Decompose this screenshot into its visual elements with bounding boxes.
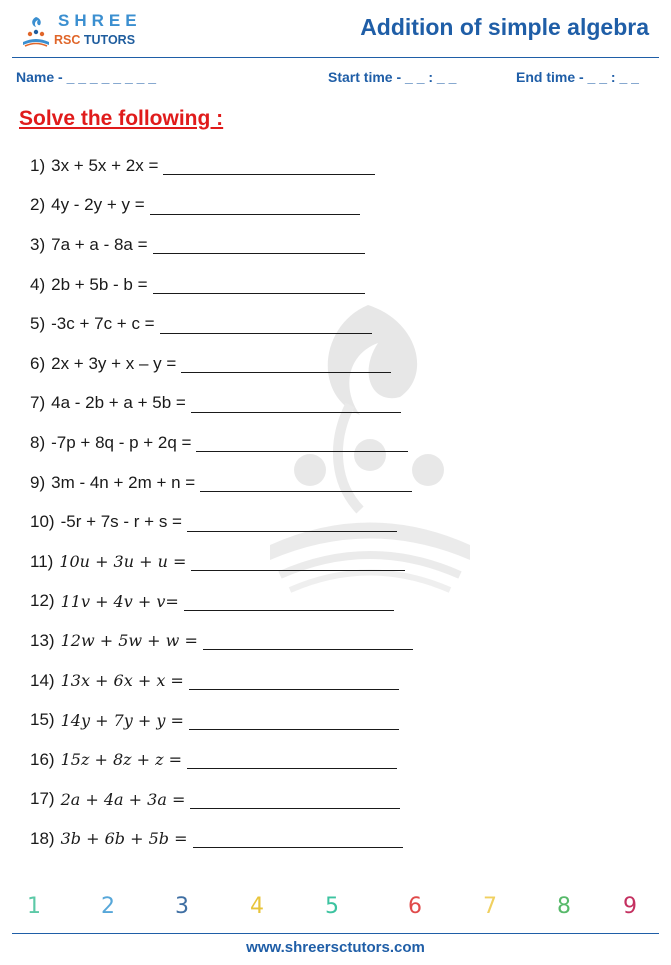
decorative-digit: 3 xyxy=(175,894,189,919)
start-time-label: Start time - _ _ : _ _ xyxy=(328,69,457,85)
footer-divider xyxy=(12,933,659,934)
problem-item xyxy=(30,265,630,305)
answer-blank[interactable] xyxy=(189,671,399,690)
problem-expression: 2x + 3y + x – y = xyxy=(51,353,177,373)
problem-number: 17) xyxy=(30,789,55,809)
brand-logo xyxy=(14,10,154,54)
problem-number: 3) xyxy=(30,234,46,254)
problem-expression: -3c + 7c + c = xyxy=(51,314,155,334)
problem-number: 8) xyxy=(30,432,46,452)
answer-blank[interactable] xyxy=(200,473,412,492)
problem-expression: 11v + 4v + v= xyxy=(60,591,179,611)
logo-brand-name: SHREE xyxy=(58,11,142,30)
problem-item xyxy=(30,582,630,622)
problem-item xyxy=(30,502,630,542)
decorative-digit: 8 xyxy=(557,894,571,919)
decorative-digit: 2 xyxy=(101,894,115,919)
decorative-digit: 6 xyxy=(408,894,422,919)
problem-number: 18) xyxy=(30,828,55,848)
logo-sub-tutors: TUTORS xyxy=(83,33,136,47)
problem-item xyxy=(30,700,630,740)
problem-item xyxy=(30,661,630,701)
problem-number: 2) xyxy=(30,195,46,215)
end-time-label: End time - _ _ : _ _ xyxy=(516,69,639,85)
answer-blank[interactable] xyxy=(187,513,397,532)
answer-blank[interactable] xyxy=(189,711,399,730)
problem-item xyxy=(30,344,630,384)
problem-item xyxy=(30,780,630,820)
decorative-digit: 9 xyxy=(623,894,637,919)
answer-blank[interactable] xyxy=(187,750,397,769)
problem-number: 5) xyxy=(30,314,46,334)
problem-list xyxy=(30,146,630,859)
logo-subtitle xyxy=(54,33,135,47)
answer-blank[interactable] xyxy=(150,196,360,215)
answer-blank[interactable] xyxy=(153,235,365,254)
problem-expression: 3x + 5x + 2x = xyxy=(51,155,159,175)
problem-item xyxy=(30,186,630,226)
problem-item xyxy=(30,542,630,582)
decorative-digit: 4 xyxy=(250,894,264,919)
problem-expression: -7p + 8q - p + 2q = xyxy=(51,432,192,452)
decorative-digit: 7 xyxy=(483,894,497,919)
problem-expression: 3m - 4n + 2m + n = xyxy=(51,472,196,492)
problem-expression: -5r + 7s - r + s = xyxy=(60,512,182,532)
instructions-heading: Solve the following : xyxy=(19,107,224,130)
problem-item xyxy=(30,621,630,661)
problem-expression: 2b + 5b - b = xyxy=(51,274,148,294)
problem-expression: 3b + 6b + 5b = xyxy=(60,829,188,849)
problem-number: 7) xyxy=(30,393,46,413)
problem-expression: 12w + 5w + w = xyxy=(60,631,198,651)
answer-blank[interactable] xyxy=(190,790,400,809)
answer-blank[interactable] xyxy=(191,394,401,413)
answer-blank[interactable] xyxy=(163,156,375,175)
answer-blank[interactable] xyxy=(184,592,394,611)
answer-blank[interactable] xyxy=(196,433,408,452)
problem-number: 16) xyxy=(30,749,55,769)
problem-number: 6) xyxy=(30,353,46,373)
problem-item xyxy=(30,384,630,424)
problem-item xyxy=(30,225,630,265)
problem-number: 9) xyxy=(30,472,46,492)
worksheet-title: Addition of simple algebra xyxy=(360,14,649,40)
problem-number: 1) xyxy=(30,155,46,175)
logo-book-icon xyxy=(20,14,52,50)
problem-expression: 4a - 2b + a + 5b = xyxy=(51,393,186,413)
answer-blank[interactable] xyxy=(153,275,365,294)
answer-blank[interactable] xyxy=(193,829,403,848)
answer-blank[interactable] xyxy=(191,552,405,571)
problem-item xyxy=(30,819,630,859)
problem-number: 15) xyxy=(30,710,55,730)
name-field-label: Name - _ _ _ _ _ _ _ _ xyxy=(16,69,157,85)
problem-number: 14) xyxy=(30,670,55,690)
problem-expression: 15z + 8z + z = xyxy=(60,750,183,770)
problem-expression: 14y + 7y + y = xyxy=(60,710,184,730)
logo-sub-rsc: RSC xyxy=(54,33,81,47)
decorative-number-strip xyxy=(0,894,671,926)
problem-expression: 7a + a - 8a = xyxy=(51,234,148,254)
header-divider xyxy=(12,57,659,58)
problem-number: 12) xyxy=(30,591,55,611)
problem-item xyxy=(30,146,630,186)
problem-number: 11) xyxy=(30,551,54,571)
problem-expression: 2a + 4a + 3a = xyxy=(60,789,186,809)
problem-item xyxy=(30,304,630,344)
decorative-digit: 5 xyxy=(325,894,339,919)
problem-expression: 10u + 3u + u = xyxy=(59,552,187,572)
answer-blank[interactable] xyxy=(160,315,372,334)
decorative-digit: 1 xyxy=(27,894,41,919)
problem-item xyxy=(30,463,630,503)
problem-expression: 13x + 6x + x = xyxy=(60,671,184,691)
answer-blank[interactable] xyxy=(203,631,413,650)
answer-blank[interactable] xyxy=(181,354,391,373)
problem-number: 4) xyxy=(30,274,46,294)
problem-item xyxy=(30,423,630,463)
problem-number: 10) xyxy=(30,512,55,532)
problem-number: 13) xyxy=(30,630,55,650)
footer-website-link[interactable]: www.shreersctutors.com xyxy=(246,939,425,956)
problem-expression: 4y - 2y + y = xyxy=(51,195,145,215)
problem-item xyxy=(30,740,630,780)
